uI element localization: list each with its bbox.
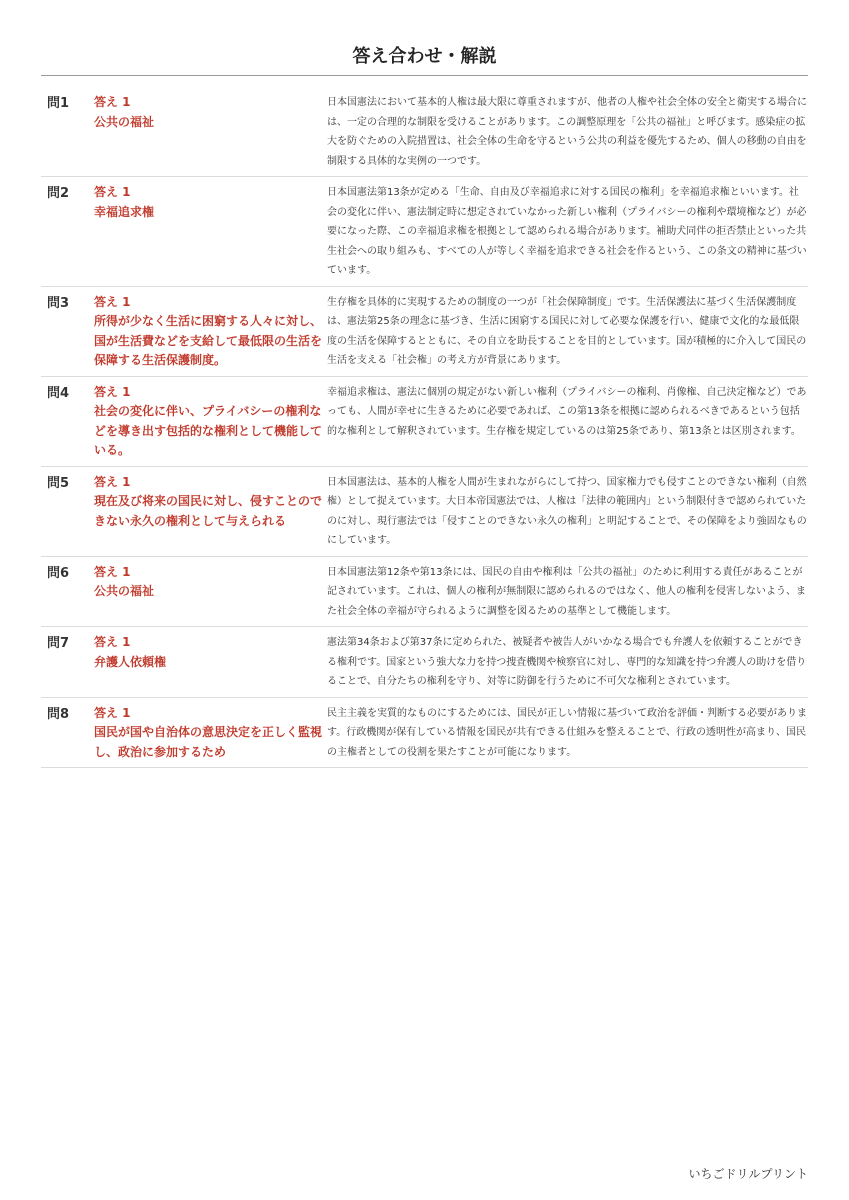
explanation-text: 日本国憲法第13条が定める「生命、自由及び幸福追求に対する国民の権利」を幸福追求権といいます。社会の変化に伴い、憲法制定時に想定されていなかった新しい権利（プライバシーの権利や環境権など）が必要になった際、この幸福追求権を根拠として認められる場合があります。補助犬同伴の拒否禁止といった共生社会への取り組みも、すべての人が等しく幸福を追求できる社会を作るという、この条文の精神に基づいています。 xyxy=(327,187,807,276)
answer-text: 現在及び将来の国民に対し、侵すことのできない永久の権利として与えられる xyxy=(94,494,323,528)
question-number: 問2 xyxy=(47,186,70,201)
answer-label: 答え 1 xyxy=(94,294,131,309)
answer-row xyxy=(41,177,808,287)
answer xyxy=(94,563,327,622)
answer-text: 幸福追求権 xyxy=(94,204,155,219)
answer-text: 公共の福祉 xyxy=(94,114,155,129)
question-number: 問7 xyxy=(47,636,70,651)
answer-text: 公共の福祉 xyxy=(94,584,155,598)
question-number: 問5 xyxy=(47,475,70,491)
answer-label: 答え 1 xyxy=(94,95,131,109)
title-divider xyxy=(41,75,808,76)
answer-row xyxy=(41,287,808,377)
answer xyxy=(94,183,327,281)
answer xyxy=(94,93,327,171)
answer xyxy=(94,704,327,763)
answer-text: 社会の変化に伴い、プライバシーの権利などを導き出す包括的な権利として機能している。 xyxy=(94,404,323,457)
answer-row xyxy=(41,698,808,769)
answer-row xyxy=(41,557,808,628)
answer-label: 答え 1 xyxy=(94,564,131,579)
page-title: 答え合わせ・解説 xyxy=(352,46,497,67)
explanation-text: 日本国憲法は、基本的人権を人間が生まれながらにして持つ、国家権力でも侵すことのできない権利（自然権）として捉えています。大日本帝国憲法では、人権は「法律の範囲内」という制限付きで認められていたのに対し、現行憲法では「侵すことのできない永久の権利」と明記することで、その保障をより強固なものにしています。 xyxy=(327,476,807,546)
answer xyxy=(94,293,327,371)
question-number: 問1 xyxy=(47,96,70,111)
answer-row xyxy=(41,87,808,177)
question-number: 問8 xyxy=(47,706,70,722)
explanation-text: 生存権を具体的に実現するための制度の一つが「社会保障制度」です。生活保護法に基づく生活保護制度は、憲法第25条の理念に基づき、生活に困窮する国民に対して必要な保護を行い、健康で文化的な最低限度の生活を保障するとともに、その自立を助長することを目的としています。国が積極的に介入して国民の生活を支える「社会権」の考え方が背景にあります。 xyxy=(327,296,807,366)
question-number: 問3 xyxy=(47,295,70,311)
explanation-text: 日本国憲法において基本的人権は最大限に尊重されますが、他者の人権や社会全体の安全と衛実する場合には、一定の合理的な制限を受けることがあります。この調整原理を「公共の福祉」と呼びます。感染症の拡大を防ぐための入院措置は、社会全体の生命を守るという公共の利益を優先するため、個人の移動の自由を制限する具体的な実例の一つです。 xyxy=(327,97,807,167)
explanation-text: 日本国憲法第12条や第13条には、国民の自由や権利は「公共の福祉」のために利用する責任があることが記されています。これは、個人の権利が無制限に認められるのではなく、他人の権利を侵害しないよう、また社会全体の幸福が守られるように調整を図るための基準として機能します。 xyxy=(327,566,806,617)
answer-label: 答え 1 xyxy=(94,705,131,720)
answer-label: 答え 1 xyxy=(94,384,131,399)
explanation-text: 憲法第34条および第37条に定められた、被疑者や被告人がいかなる場合でも弁護人を依頼することができる権利です。国家という強大な力を持つ捜査機関や検察官に対し、専門的な知識を持つ弁護人の助けを借りることで、自分たちの権利を守り、対等に防御を行うために不可欠な権利とされています。 xyxy=(327,637,807,687)
answer-text: 国民が国や自治体の意思決定を正しく監視し、政治に参加するため xyxy=(94,725,323,759)
question-number: 問4 xyxy=(47,385,70,401)
answer-row xyxy=(41,627,808,698)
explanation-text: 幸福追求権は、憲法に個別の規定がない新しい権利（プライバシーの権利、肖像権、自己決定権など）であっても、人間が幸せに生きるために必要であれば、この第13条を根拠に認められるべきであるという包括的な権利として解釈されています。生存権を規定しているのは第25条であり、第13条とは区別されます。 xyxy=(327,386,807,437)
answer xyxy=(94,633,327,692)
footer-brand: いちごドリルプリント xyxy=(688,1167,808,1181)
answer-text: 弁護人依頼権 xyxy=(94,654,167,669)
explanation-text: 民主主義を実質的なものにするためには、国民が正しい情報に基づいて政治を評価・判断する必要があります。行政機関が保有している情報を国民が共有できる仕組みを整えることで、行政の透明性が高まり、国民の主権者としての役割を果たすことが可能になります。 xyxy=(327,707,807,758)
answer-label: 答え 1 xyxy=(94,474,131,489)
answer-label: 答え 1 xyxy=(94,635,131,649)
answer-text: 所得が少なく生活に困窮する人々に対し、国が生活費などを支給して最低限の生活を保障する生活保護制度。 xyxy=(94,314,323,367)
answer xyxy=(94,383,327,461)
answer-label: 答え 1 xyxy=(94,185,131,199)
answer-row xyxy=(41,377,808,467)
answer-row xyxy=(41,467,808,557)
answer-list xyxy=(41,87,808,768)
question-number: 問6 xyxy=(47,565,70,581)
answer xyxy=(94,473,327,551)
